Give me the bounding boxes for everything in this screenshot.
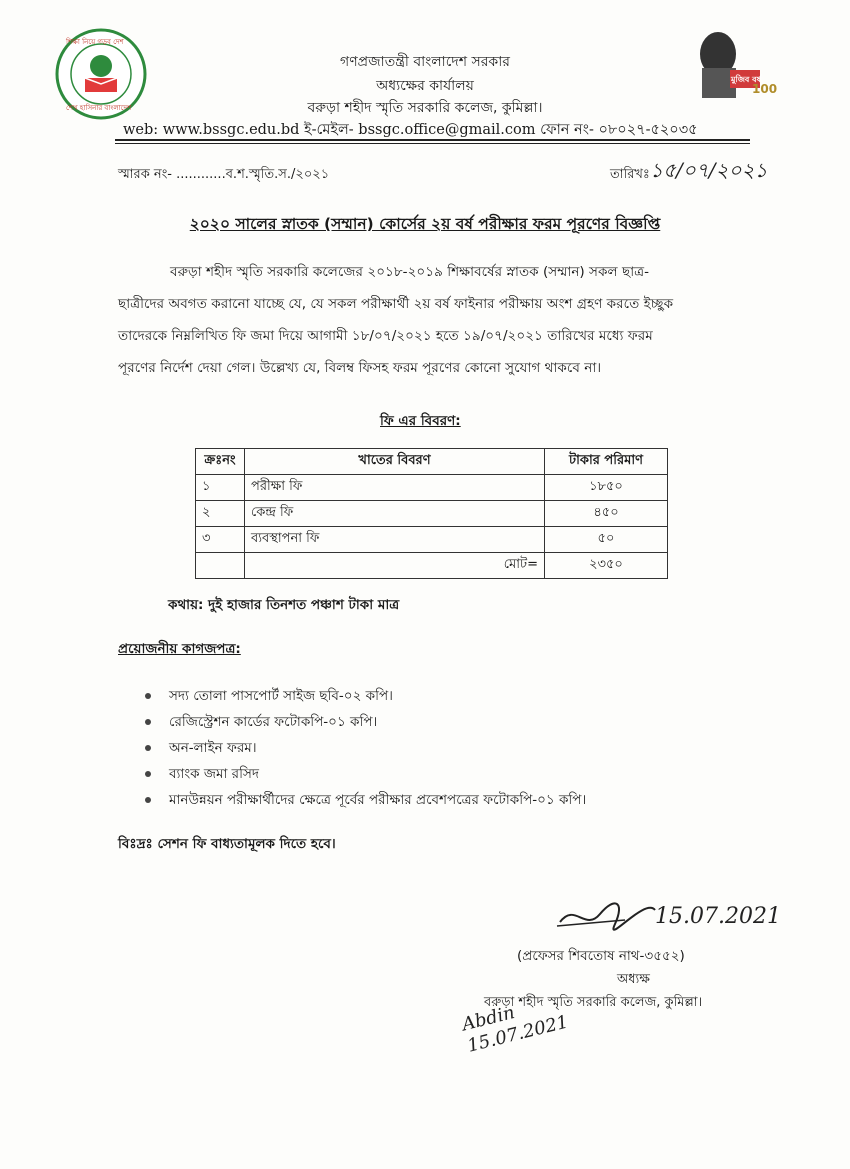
signatory-name: (প্রফেসর শিবতোষ নাথ-৩৫৫২) [517,948,685,964]
govt-name: গণপ্রজাতন্ত্রী বাংলাদেশ সরকার [340,54,510,70]
initials-handwritten: Abdin 15.07.2021 [460,1002,571,1057]
list-item: ব্যাংক জমা রসিদ [145,763,259,786]
table-row [196,527,668,553]
notice-title: ২০২০ সালের স্নাতক (সম্মান) কোর্সের ২য় বর্ষ পরীক্ষার ফরম পূরণের বিজ্ঞপ্তি [189,215,661,233]
row-amount: ৪৫০ [545,501,668,527]
body-line-1: বরুড়া শহীদ স্মৃতি সরকারি কলেজের ২০১৮-২০১৯ শিক্ষাবর্ষের স্নাতক (সম্মান) সকল ছাত্র- [170,264,650,280]
total-label: মোট= [245,553,545,579]
body-line-3: তাদেরকে নিম্নলিখিত ফি জমা দিয়ে আগামী ১৮/০৭/২০২১ হতে ১৯/০৭/২০২১ তারিখের মধ্যে ফরম [118,328,653,344]
row-item: কেন্দ্র ফি [245,501,545,527]
header-divider [115,139,750,141]
notice-body [118,256,744,384]
amount-in-words: কথায়: দুই হাজার তিনশত পঞ্চাশ টাকা মাত্র [168,597,400,613]
logo-text-top: শিক্ষা নিয়ে গড়ব দেশ [66,38,124,46]
bullet-icon [145,771,151,777]
signature-scribble [555,892,665,942]
row-amount: ১৮৫০ [545,475,668,501]
docs-heading: প্রয়োজনীয় কাগজপত্র: [118,641,241,657]
row-serial: ২ [196,501,245,527]
note: বিঃদ্রঃ সেশন ফি বাধ্যতামূলক দিতে হবে। [118,836,336,852]
table-row [196,501,668,527]
body-line-4: পূরণের নির্দেশ দেয়া গেল। উল্লেখ্য যে, বিলম্ব ফিসহ ফরম পূরণের কোনো সুযোগ থাকবে না। [118,360,602,376]
bullet-icon [145,745,151,751]
signatory-college: বরুড়া শহীদ স্মৃতি সরকারি কলেজ, কুমিল্লা। [484,995,703,1010]
list-item: মানউন্নয়ন পরীক্ষার্থীদের ক্ষেত্রে পূর্বের পরীক্ষার প্রবেশপত্রের ফটোকপি-০১ কপি। [145,789,586,812]
college-name: বরুড়া শহীদ স্মৃতি সরকারি কলেজ, কুমিল্লা। [307,100,543,116]
memo-ref: স্মারক নং- ............ব.শ.স্মৃতি.স./২০২১ [118,167,330,182]
contact-line: web: www.bssgc.edu.bd ই-মেইল- bssgc.office@gmail.com ফোন নং- ০৮০২৭-৫২০৩৫ [123,122,698,138]
col-item: খাতের বিবরণ [245,449,545,475]
fee-heading: ফি এর বিবরণ: [380,413,461,429]
date-label: তারিখঃ [610,167,650,182]
mujib-logo-number: 100 [752,82,778,96]
row-amount: ৫০ [545,527,668,553]
header-divider-thin [115,143,750,144]
bullet-icon [145,719,151,725]
row-item: ব্যবস্থাপনা ফি [245,527,545,553]
body-line-2: ছাত্রীদের অবগত করানো যাচ্ছে যে, যে সকল পরীক্ষার্থী ২য় বর্ষ ফাইনার পরীক্ষায় অংশ গ্রহণ করতে ইচ্ছুক [118,296,674,312]
col-amount: টাকার পরিমাণ [545,449,668,475]
date-handwritten: ১৫/০৭/২০২১ [650,158,768,182]
bullet-icon [145,797,151,803]
total-row [196,553,668,579]
col-serial: ক্রঃনং [196,449,245,475]
list-item: অন-লাইন ফরম। [145,737,257,760]
list-item: সদ্য তোলা পাসপোর্ট সাইজ ছবি-০২ কপি। [145,685,393,708]
total-value: ২৩৫০ [545,553,668,579]
office-name: অধ্যক্ষের কার্যালয় [376,78,474,94]
signature-date: 15.07.2021 [655,904,781,929]
row-serial: ৩ [196,527,245,553]
row-item: পরীক্ষা ফি [245,475,545,501]
bullet-icon [145,693,151,699]
row-serial: ১ [196,475,245,501]
logo-text-bottom: শেখ হাসিনার বাংলাদেশ [66,104,132,112]
mujib-logo-text: মুজিব বর্ষ [731,75,761,84]
table-header-row [196,449,668,475]
signatory-designation: অধ্যক্ষ [617,972,650,987]
fee-table [195,448,668,579]
table-row [196,475,668,501]
list-item: রেজিস্ট্রেশন কার্ডের ফটোকপি-০১ কপি। [145,711,377,734]
